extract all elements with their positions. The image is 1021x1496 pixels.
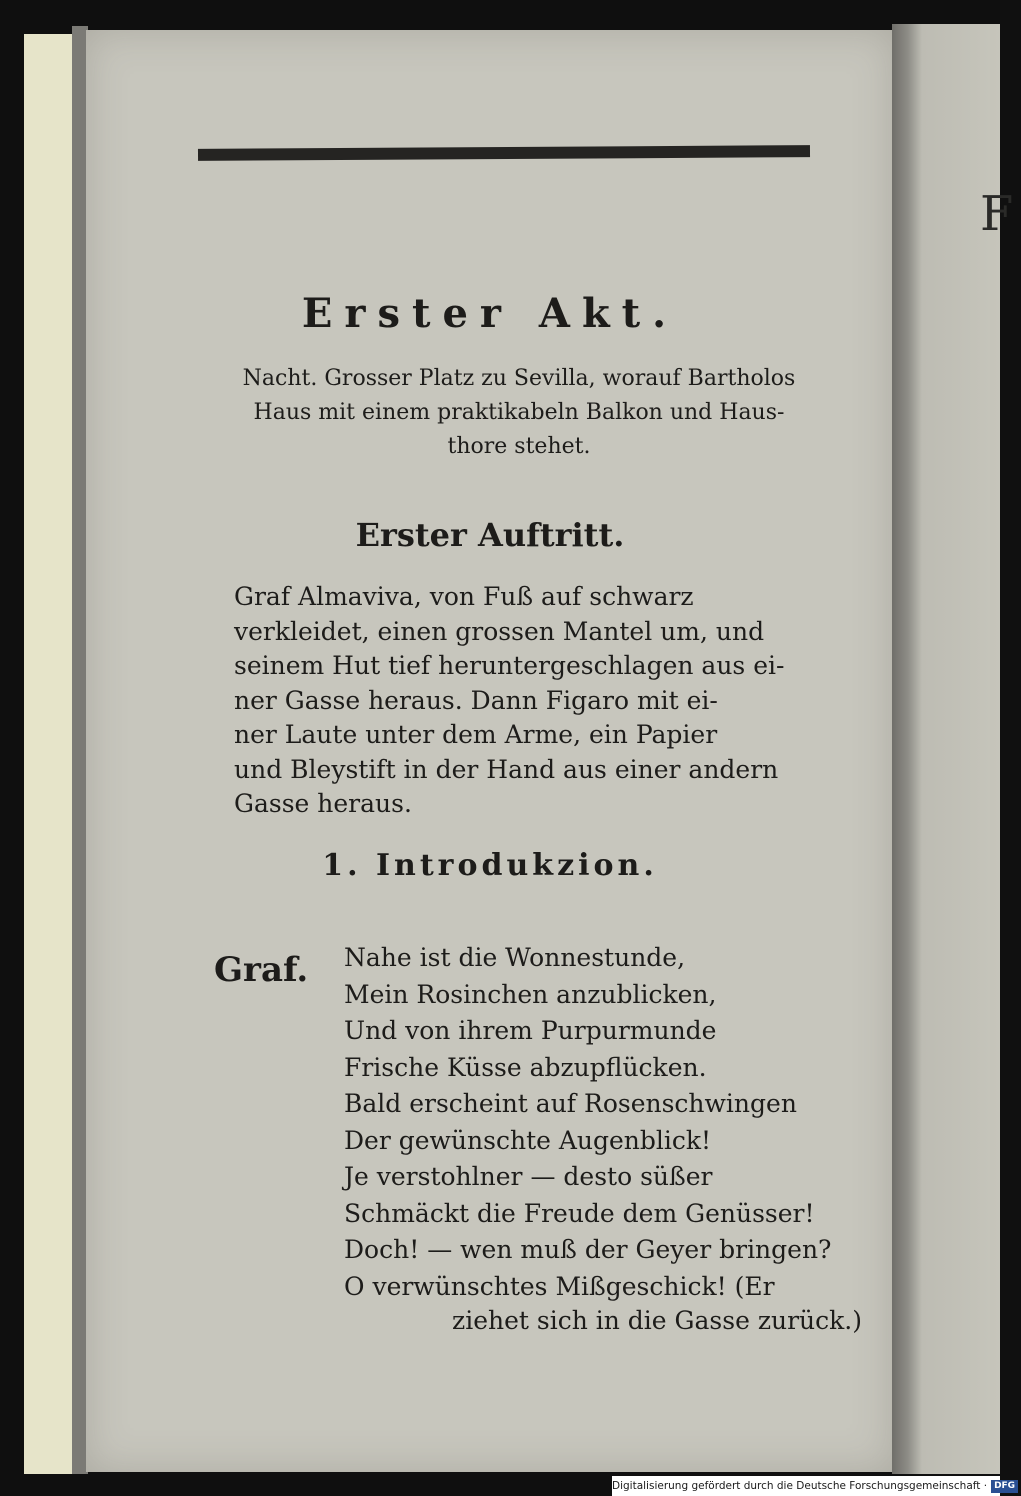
- verse-line: Doch! — wen muß der Geyer bringen?: [344, 1235, 832, 1264]
- verse-line: O verwünschtes Mißgeschick! (Er: [344, 1271, 775, 1301]
- setting-description: [204, 362, 834, 464]
- verse-line: Der gewünschte Augenblick!: [344, 1125, 712, 1155]
- direction-line: Graf Almaviva, von Fuß auf schwarz: [234, 582, 694, 611]
- direction-line: ner Laute unter dem Arme, ein Papier: [234, 720, 718, 749]
- verse-line: Frische Küsse abzupflücken.: [344, 1052, 707, 1082]
- direction-line: und Bleystift in der Hand aus einer andern: [234, 754, 779, 784]
- act-title: Erster Akt.: [301, 290, 679, 337]
- right-page-glyph: F: [980, 186, 1014, 242]
- closing-stage-direction: ziehet sich in die Gasse zurück.): [452, 1306, 862, 1335]
- verse-line: Schmäckt die Freude dem Genüsser!: [344, 1198, 815, 1228]
- direction-line: verkleidet, einen grossen Mantel um, und: [234, 616, 765, 646]
- verse-line: Und von ihrem Purpurmunde: [344, 1016, 717, 1045]
- top-rule: [198, 145, 810, 161]
- verse-line: Nahe ist die Wonnestunde,: [344, 943, 686, 972]
- setting-line: Nacht. Grosser Platz zu Sevilla, worauf Bartholos: [242, 366, 796, 391]
- verse-line: Mein Rosinchen anzublicken,: [344, 979, 717, 1009]
- verse-line: Je verstohlner — desto süßer: [344, 1162, 713, 1191]
- scene-title: Erster Auftritt.: [355, 516, 625, 554]
- direction-line: Gasse heraus.: [234, 789, 412, 818]
- book-page: [86, 30, 894, 1472]
- stage-direction-block: [234, 580, 834, 822]
- speaker-name: Graf.: [214, 950, 309, 990]
- setting-line: Haus mit einem praktikabeln Balkon und Haus-: [253, 400, 785, 425]
- left-page-strip: [24, 34, 74, 1474]
- verse-lines: [344, 940, 854, 1305]
- number-title: 1. Introdukzion.: [322, 848, 658, 883]
- footer-text: Digitalisierung gefördert durch die Deutsche Forschungsgemeinschaft ·: [612, 1480, 988, 1492]
- dfg-logo-icon: DFG: [991, 1480, 1018, 1493]
- verse-line: Bald erscheint auf Rosenschwingen: [344, 1089, 797, 1118]
- setting-line: thore stehet.: [447, 434, 591, 459]
- digitization-footer: [612, 1476, 1016, 1496]
- direction-line: seinem Hut tief heruntergeschlagen aus ei-: [234, 651, 785, 680]
- direction-line: ner Gasse heraus. Dann Figaro mit ei-: [234, 685, 718, 715]
